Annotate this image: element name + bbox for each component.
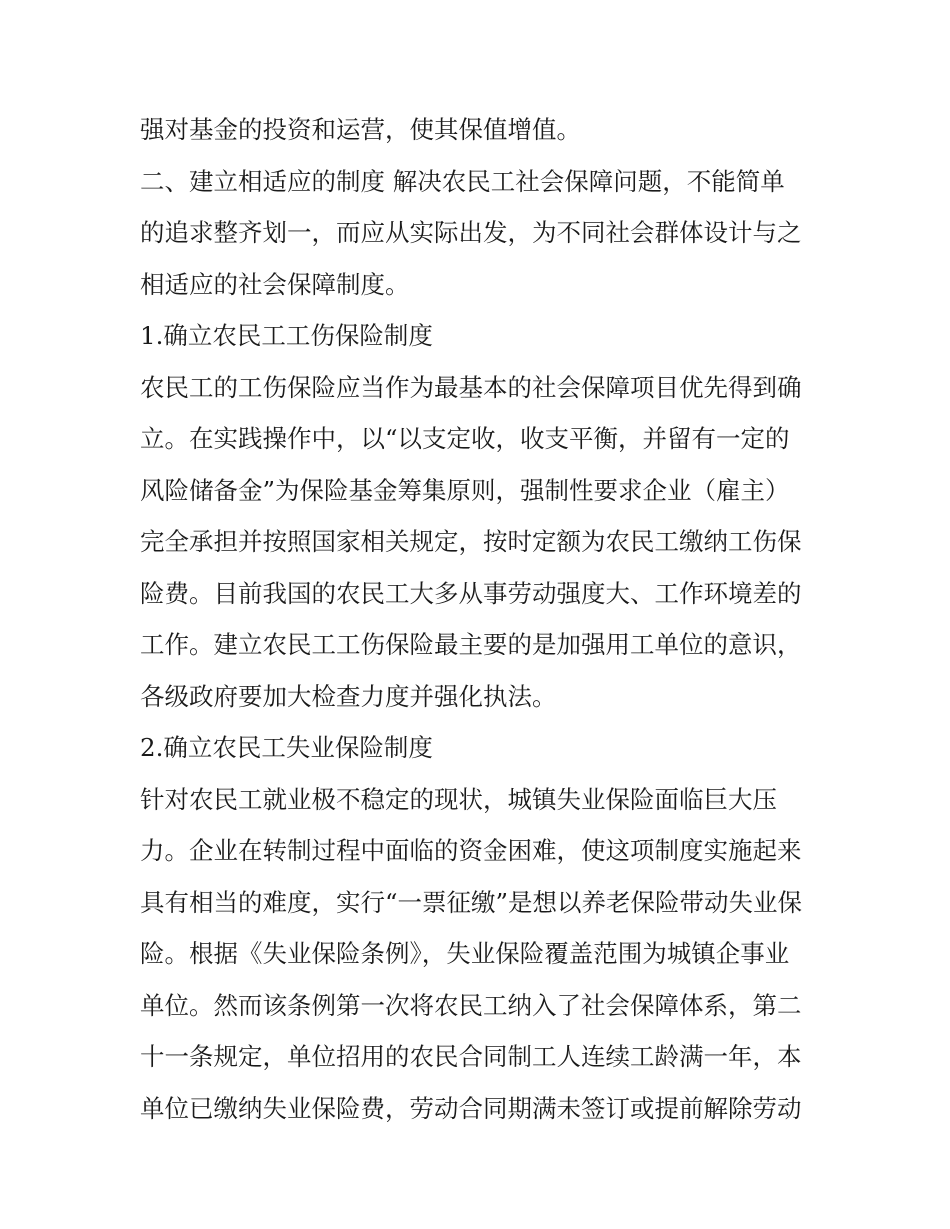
text-line: 险。根据《失业保险条例》，失业保险覆盖范围为城镇企事业 — [140, 939, 790, 968]
text-line: 具有相当的难度，实行“一票征缴”是想以养老保险带动失业保 — [140, 887, 803, 917]
subsection-heading-1: 1.确立农民工工伤保险制度 — [140, 321, 433, 350]
subsection-heading-2: 2.确立农民工失业保险制度 — [140, 733, 433, 762]
text-line: 十一条规定，单位招用的农民合同制工人连续工龄满一年，本 — [140, 1042, 802, 1071]
text-line: 单位已缴纳失业保险费，劳动合同期满未签订或提前解除劳动 — [140, 1093, 802, 1123]
text-line: 针对农民工就业极不稳定的现状，城镇失业保险面临巨大压 — [140, 784, 777, 814]
text-line: 工作。建立农民工工伤保险最主要的是加强用工单位的意识， — [140, 630, 802, 659]
text-line: 农民工的工伤保险应当作为最基本的社会保障项目优先得到确 — [140, 372, 802, 402]
text-line: 强对基金的投资和运营，使其保值增值。 — [140, 115, 581, 144]
text-line: 完全承担并按照国家相关规定，按时定额为农民工缴纳工伤保 — [140, 527, 802, 556]
text-line: 各级政府要加大检查力度并强化执法。 — [140, 681, 557, 711]
text-line: 立。在实践操作中，以“以支定收，收支平衡，并留有一定的 — [140, 424, 790, 453]
text-line: 风险储备金”为保险基金筹集原则，强制性要求企业（雇主） — [140, 475, 790, 505]
text-line: 的追求整齐划一，而应从实际出发，为不同社会群体设计与之 — [140, 218, 802, 247]
text-line: 单位。然而该条例第一次将农民工纳入了社会保障体系，第二 — [140, 990, 802, 1020]
body-text — [140, 104, 820, 1134]
text-line: 险费。目前我国的农民工大多从事劳动强度大、工作环境差的 — [140, 578, 802, 608]
text-line: 力。企业在转制过程中面临的资金困难，使这项制度实施起来 — [140, 836, 802, 865]
text-line: 相适应的社会保障制度。 — [140, 269, 410, 299]
section-heading-line: 二、建立相适应的制度 解决农民工社会保障问题，不能简单 — [140, 166, 785, 196]
